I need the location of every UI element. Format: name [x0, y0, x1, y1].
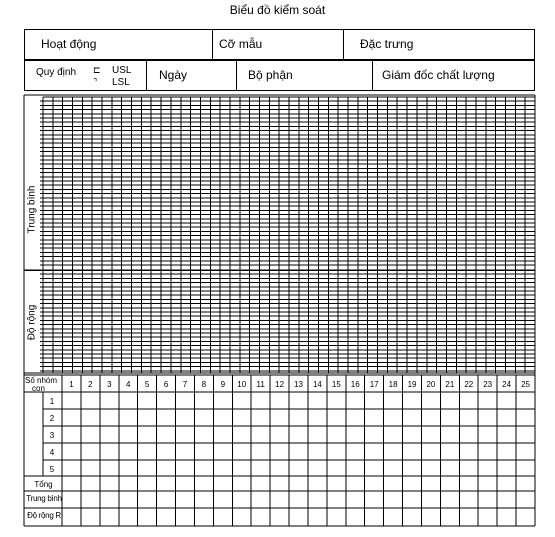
department-field[interactable]: Bộ phận — [248, 68, 293, 82]
quality-manager-field[interactable]: Giám đốc chất lượng — [382, 68, 495, 82]
row-label-3: 3 — [49, 431, 55, 440]
column-header-19: 19 — [407, 380, 417, 389]
column-header-4: 4 — [125, 380, 131, 389]
usl-checkbox-icon[interactable]: ⊏ — [93, 65, 101, 75]
column-header-6: 6 — [163, 380, 169, 389]
column-header-8: 8 — [201, 380, 207, 389]
column-header-18: 18 — [388, 380, 398, 389]
column-header-11: 11 — [256, 380, 265, 389]
mean-chart-label: Trung bình — [26, 185, 38, 234]
column-header-13: 13 — [294, 380, 303, 389]
column-header-7: 7 — [182, 380, 188, 389]
column-header-5: 5 — [144, 380, 150, 389]
usl-label: USL — [112, 65, 132, 76]
spec-label: Quy định — [36, 67, 77, 78]
mean-row-label: Trung bình — [26, 494, 62, 503]
characteristic-field[interactable]: Đặc trưng — [360, 37, 414, 51]
column-header-10: 10 — [237, 380, 247, 389]
subgroup-header: Số nhóm con — [25, 376, 58, 393]
row-label-2: 2 — [49, 414, 55, 423]
lsl-label: LSL — [112, 77, 130, 88]
sample-size-field[interactable]: Cỡ mẫu — [219, 37, 263, 51]
chart-title: Biểu đồ kiểm soát — [229, 3, 326, 17]
column-header-23: 23 — [483, 380, 493, 389]
column-header-16: 16 — [350, 380, 360, 389]
column-header-12: 12 — [275, 380, 285, 389]
date-field[interactable]: Ngày — [159, 68, 188, 82]
column-header-21: 21 — [445, 380, 455, 389]
total-label: Tổng — [34, 480, 53, 489]
column-header-1: 1 — [69, 380, 74, 389]
column-header-17: 17 — [369, 380, 379, 389]
column-header-9: 9 — [220, 380, 226, 389]
row-label-1: 1 — [49, 397, 55, 406]
row-label-4: 4 — [49, 448, 55, 457]
range-row-label: Độ rộng R — [27, 511, 61, 520]
column-header-25: 25 — [521, 380, 530, 389]
column-header-22: 22 — [464, 380, 474, 389]
column-header-15: 15 — [331, 380, 341, 389]
range-chart-label: Độ rộng — [26, 304, 38, 341]
column-header-2: 2 — [88, 380, 93, 389]
column-header-24: 24 — [502, 380, 512, 389]
column-header-20: 20 — [426, 380, 436, 389]
row-label-5: 5 — [49, 465, 55, 474]
activity-field[interactable]: Hoạt động — [41, 37, 97, 51]
lsl-checkbox-icon[interactable]: ⌝ — [93, 77, 98, 87]
column-header-3: 3 — [107, 380, 112, 389]
column-header-14: 14 — [312, 380, 322, 389]
